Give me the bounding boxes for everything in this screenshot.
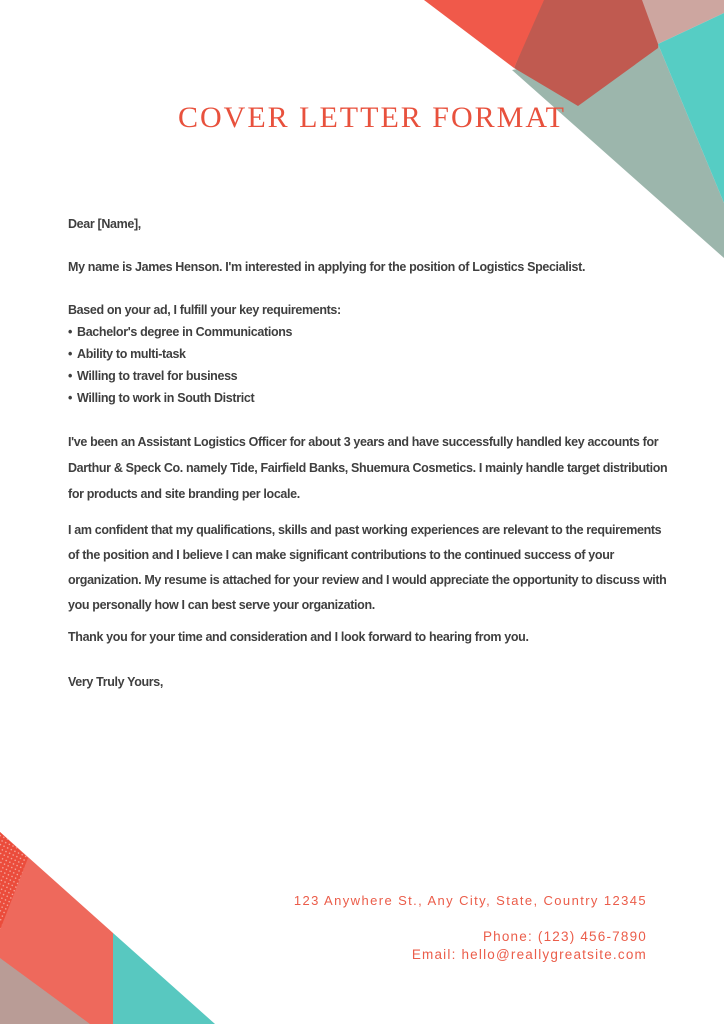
paragraph-line: of the position and I believe I can make significant contributions to the continued success of your: [68, 548, 614, 562]
list-item: [68, 343, 341, 365]
paragraph-line: I am confident that my qualifications, skills and past working experiences are relevant to the requirements: [68, 523, 662, 537]
teal-bottom-triangle: [113, 933, 215, 1024]
intro-line: My name is James Henson. I'm interested in applying for the position of Logistics Specialist.: [68, 260, 586, 274]
list-item: [68, 387, 341, 409]
closing-line: Very Truly Yours,: [68, 675, 164, 689]
bullet-icon: •: [68, 369, 73, 383]
paragraph-line: for products and site branding per locale.: [68, 487, 300, 501]
list-item-text: Bachelor's degree in Communications: [77, 325, 293, 339]
confidence-paragraph: [68, 518, 666, 618]
page-title: COVER LETTER FORMAT: [177, 101, 566, 134]
bullet-icon: •: [68, 347, 73, 361]
salutation-line: Dear [Name],: [68, 217, 141, 231]
footer-email: Email: hello@reallygreatsite.com: [411, 947, 647, 962]
list-item-text: Willing to travel for business: [77, 369, 238, 383]
requirements-block: [68, 299, 341, 409]
list-item: [68, 365, 341, 387]
list-item-text: Ability to multi-task: [77, 347, 186, 361]
footer-address: 123 Anywhere St., Any City, State, Country 12345: [293, 893, 647, 908]
bullet-icon: •: [68, 391, 73, 405]
list-item: [68, 321, 341, 343]
footer-phone: Phone: (123) 456-7890: [482, 929, 647, 944]
bullet-icon: •: [68, 325, 73, 339]
paragraph-line: you personally how I can best serve your organization.: [68, 598, 375, 612]
paragraph-line: I've been an Assistant Logistics Officer for about 3 years and have successfully handled key accounts for: [68, 435, 659, 449]
paragraph-line: Darthur & Speck Co. namely Tide, Fairfield Banks, Shuemura Cosmetics. I mainly handle target distribution: [68, 461, 668, 475]
thanks-line: Thank you for your time and consideration and I look forward to hearing from you.: [68, 630, 529, 644]
footer-contact-block: [294, 892, 647, 964]
list-item-text: Willing to work in South District: [77, 391, 255, 405]
experience-paragraph: [68, 429, 667, 507]
requirements-heading: Based on your ad, I fulfill your key requirements:: [68, 303, 341, 317]
paragraph-line: organization. My resume is attached for your review and I would appreciate the opportunity to discuss with: [68, 573, 667, 587]
